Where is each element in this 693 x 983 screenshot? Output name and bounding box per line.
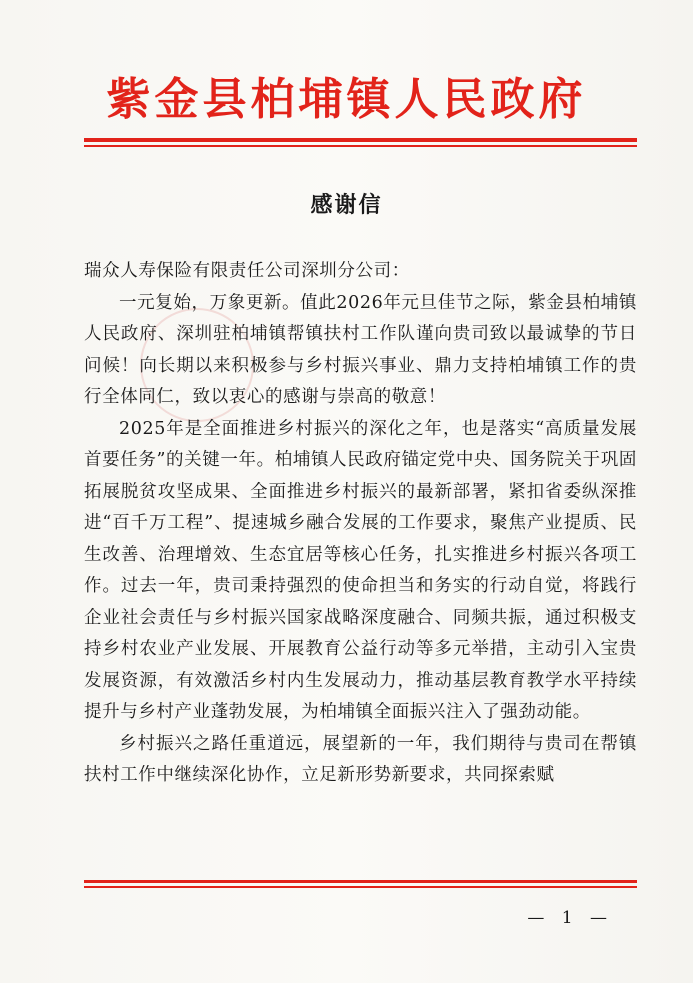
footer-red-rule-thick <box>84 880 637 883</box>
footer-red-rule-thin <box>84 886 637 888</box>
letter-title: 感谢信 <box>310 192 383 218</box>
letter-paragraph-3: 乡村振兴之路任重道远，展望新的一年，我们期待与贵司在帮镇扶村工作中继续深化协作，立足新形势新要求，共同探索赋 <box>84 733 637 785</box>
letter-paragraph-1: 一元复始，万象更新。值此2026年元旦佳节之际，紫金县柏埔镇人民政府、深圳驻柏埔镇帮镇扶村工作队谨向贵司致以最诚挚的节日问候！向长期以来积极参与乡村振兴事业、鼎力支持柏埔镇工作的贵行全体同仁，致以衷心的感谢与崇高的敬意！ <box>84 292 637 407</box>
header-red-rule-thin <box>84 145 637 147</box>
letter-paragraph-2: 2025年是全面推进乡村振兴的深化之年，也是落实“高质量发展首要任务”的关键一年。柏埔镇人民政府锚定党中央、国务院关于巩固拓展脱贫攻坚成果、全面推进乡村振兴的最新部署，紧扣省委纵深推进“百千万工程”、提速城乡融合发展的工作要求，聚焦产业提质、民生改善、治理增效、生态宜居等核心任务，扎实推进乡村振兴各项工作。过去一年，贵司秉持强烈的使命担当和务实的行动自觉，将践行企业社会责任与乡村振兴国家战略深度融合、同频共振，通过积极支持乡村农业产业发展、开展教育公益行动等多元举措，主动引入宝贵发展资源，有效激活乡村内生发展动力，推动基层教育教学水平持续提升与乡村产业蓬勃发展，为柏埔镇全面振兴注入了强劲动能。 <box>84 418 637 722</box>
letter-salutation: 瑞众人寿保险有限责任公司深圳分公司： <box>84 261 410 281</box>
letter-body <box>84 256 637 792</box>
header-red-rule-thick <box>84 138 637 142</box>
header-organization-title: 紫金县柏埔镇人民政府 <box>106 74 587 125</box>
page-number: — 1 — <box>527 908 613 928</box>
